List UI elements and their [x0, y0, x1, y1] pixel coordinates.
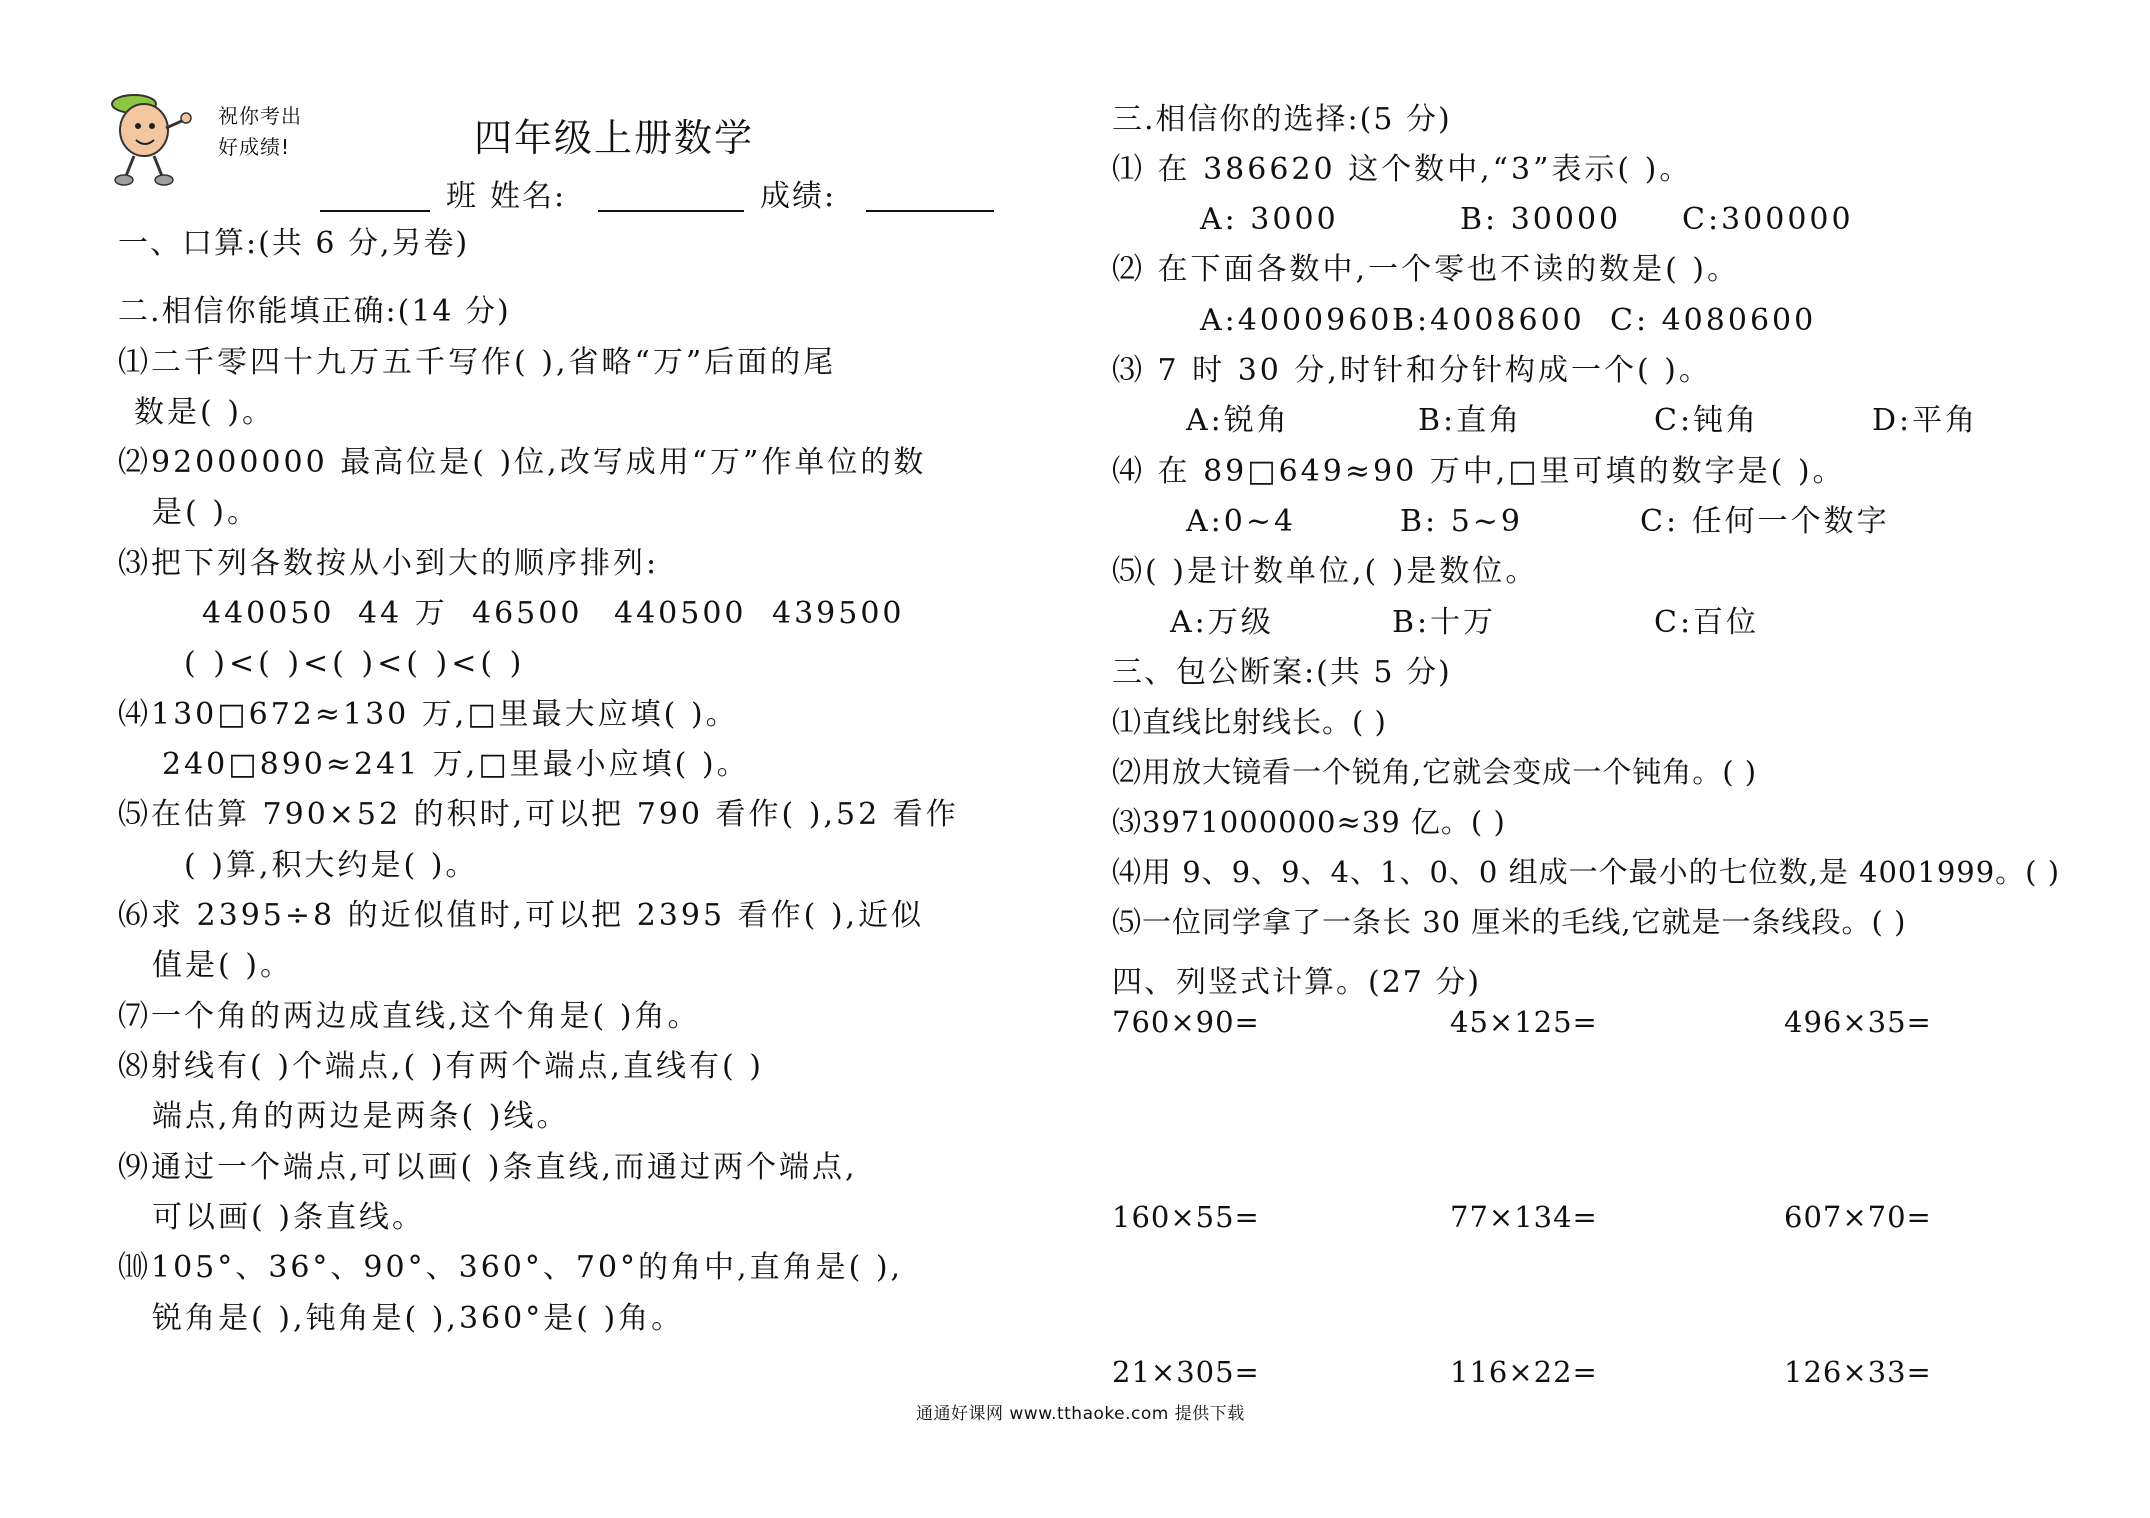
- fill-q10-line2: 锐角是( ),钝角是( ),360°是( )角。: [152, 1301, 685, 1336]
- choice-q3-opt-c: C:钝角: [1654, 403, 1760, 438]
- choice-q3: ⑶ 7 时 30 分,时针和分针构成一个( )。: [1112, 353, 1712, 388]
- class-label: 班: [446, 179, 478, 214]
- fill-q1-line1: ⑴二千零四十九万五千写作( ),省略“万”后面的尾: [118, 345, 837, 380]
- q3-number-5: 439500: [772, 596, 905, 631]
- choice-q3-opt-a: A:锐角: [1186, 403, 1290, 438]
- fill-q1-line2: 数是( )。: [134, 395, 275, 430]
- section-oral-calc: 一、口算:(共 6 分,另卷): [118, 226, 470, 261]
- choice-q3-opt-d: D:平角: [1872, 403, 1979, 438]
- choice-q5-opt-a: A:万级: [1170, 605, 1274, 640]
- fill-q5-line1: ⑸在估算 790×52 的积时,可以把 790 看作( ),52 看作: [118, 797, 959, 832]
- fill-q9-line1: ⑼通过一个端点,可以画( )条直线,而通过两个端点,: [118, 1150, 858, 1185]
- page-title: 四年级上册数学: [474, 116, 755, 160]
- cheer-line1: 祝你考出: [218, 104, 302, 128]
- section-judge: 三、包公断案:(共 5 分): [1112, 655, 1452, 690]
- mascot-logo: [104, 90, 212, 190]
- cheer-line2: 好成绩!: [218, 135, 291, 159]
- fill-q7: ⑺一个角的两边成直线,这个角是( )角。: [118, 999, 701, 1034]
- choice-q1-opt-b: B: 30000: [1460, 202, 1622, 237]
- choice-q1-opt-c: C:300000: [1682, 202, 1854, 237]
- choice-q5-opt-b: B:十万: [1392, 605, 1497, 640]
- judge-q5: ⑸一位同学拿了一条长 30 厘米的毛线,它就是一条线段。( ): [1112, 905, 1907, 939]
- choice-q3-opt-b: B:直角: [1418, 403, 1523, 438]
- fill-q9-line2: 可以画( )条直线。: [152, 1200, 425, 1235]
- judge-q4: ⑷用 9、9、9、4、1、0、0 组成一个最小的七位数,是 4001999。( ): [1112, 855, 2061, 889]
- choice-q1: ⑴ 在 386620 这个数中,“3”表示( )。: [1112, 152, 1693, 187]
- choice-q5: ⑸( )是计数单位,( )是数位。: [1112, 554, 1539, 589]
- q3-number-3: 46500: [472, 596, 583, 631]
- fill-q4-line2: 240□890≈241 万,□里最小应填( )。: [162, 747, 750, 782]
- calc-3: 496×35=: [1784, 1005, 1932, 1039]
- choice-q2-opt-b: B:4008600: [1392, 303, 1585, 338]
- calc-8: 116×22=: [1450, 1355, 1598, 1389]
- judge-q3: ⑶3971000000≈39 亿。( ): [1112, 805, 1506, 839]
- fill-q8-line2: 端点,角的两边是两条( )线。: [152, 1099, 570, 1134]
- name-label: 姓名:: [490, 179, 567, 214]
- section-choice: 三.相信你的选择:(5 分): [1112, 102, 1452, 137]
- calc-1: 760×90=: [1112, 1005, 1260, 1039]
- fill-q3-line1: ⑶把下列各数按从小到大的顺序排列:: [118, 546, 660, 581]
- section-fill-in: 二.相信你能填正确:(14 分): [118, 294, 511, 329]
- choice-q1-opt-a: A: 3000: [1200, 202, 1339, 237]
- calc-5: 77×134=: [1450, 1200, 1598, 1234]
- fill-q10-line1: ⑽105°、36°、90°、360°、70°的角中,直角是( ),: [118, 1250, 904, 1285]
- q3-number-4: 440500: [614, 596, 747, 631]
- fill-q3-answer-line: ( )<( )<( )<( )<( ): [184, 646, 526, 681]
- choice-q4: ⑷ 在 89□649≈90 万中,□里可填的数字是( )。: [1112, 454, 1846, 489]
- calc-6: 607×70=: [1784, 1200, 1932, 1234]
- choice-q2: ⑵ 在下面各数中,一个零也不读的数是( )。: [1112, 252, 1741, 287]
- score-blank[interactable]: [866, 178, 994, 212]
- choice-q2-opt-a: A:4000960: [1200, 303, 1393, 338]
- choice-q4-opt-c: C: 任何一个数字: [1640, 504, 1890, 539]
- fill-q6-line2: 值是( )。: [152, 948, 293, 983]
- name-blank[interactable]: [598, 178, 744, 212]
- calc-7: 21×305=: [1112, 1355, 1260, 1389]
- section-vertical-calc: 四、列竖式计算。(27 分): [1112, 965, 1482, 1000]
- fill-q2-line2: 是( )。: [152, 495, 260, 530]
- footer-source: 通通好课网 www.tthaoke.com 提供下载: [916, 1404, 1245, 1424]
- choice-q5-opt-c: C:百位: [1654, 605, 1760, 640]
- fill-q8-line1: ⑻射线有( )个端点,( )有两个端点,直线有( ): [118, 1049, 764, 1084]
- choice-q2-opt-c: C: 4080600: [1610, 303, 1817, 338]
- choice-q4-opt-b: B: 5~9: [1400, 504, 1523, 539]
- fill-q4-line1: ⑷130□672≈130 万,□里最大应填( )。: [118, 697, 739, 732]
- calc-9: 126×33=: [1784, 1355, 1932, 1389]
- q3-number-2: 44 万: [358, 596, 448, 631]
- fill-q2-line1: ⑵92000000 最高位是( )位,改写成用“万”作单位的数: [118, 445, 927, 480]
- judge-q1: ⑴直线比射线长。( ): [1112, 705, 1387, 739]
- class-blank[interactable]: [320, 178, 430, 212]
- score-label: 成绩:: [760, 179, 837, 214]
- judge-q2: ⑵用放大镜看一个锐角,它就会变成一个钝角。( ): [1112, 755, 1758, 789]
- fill-q5-line2: ( )算,积大约是( )。: [184, 848, 479, 883]
- q3-number-1: 440050: [202, 596, 335, 631]
- calc-2: 45×125=: [1450, 1005, 1598, 1039]
- fill-q6-line1: ⑹求 2395÷8 的近似值时,可以把 2395 看作( ),近似: [118, 898, 925, 933]
- choice-q4-opt-a: A:0~4: [1186, 504, 1297, 539]
- calc-4: 160×55=: [1112, 1200, 1260, 1234]
